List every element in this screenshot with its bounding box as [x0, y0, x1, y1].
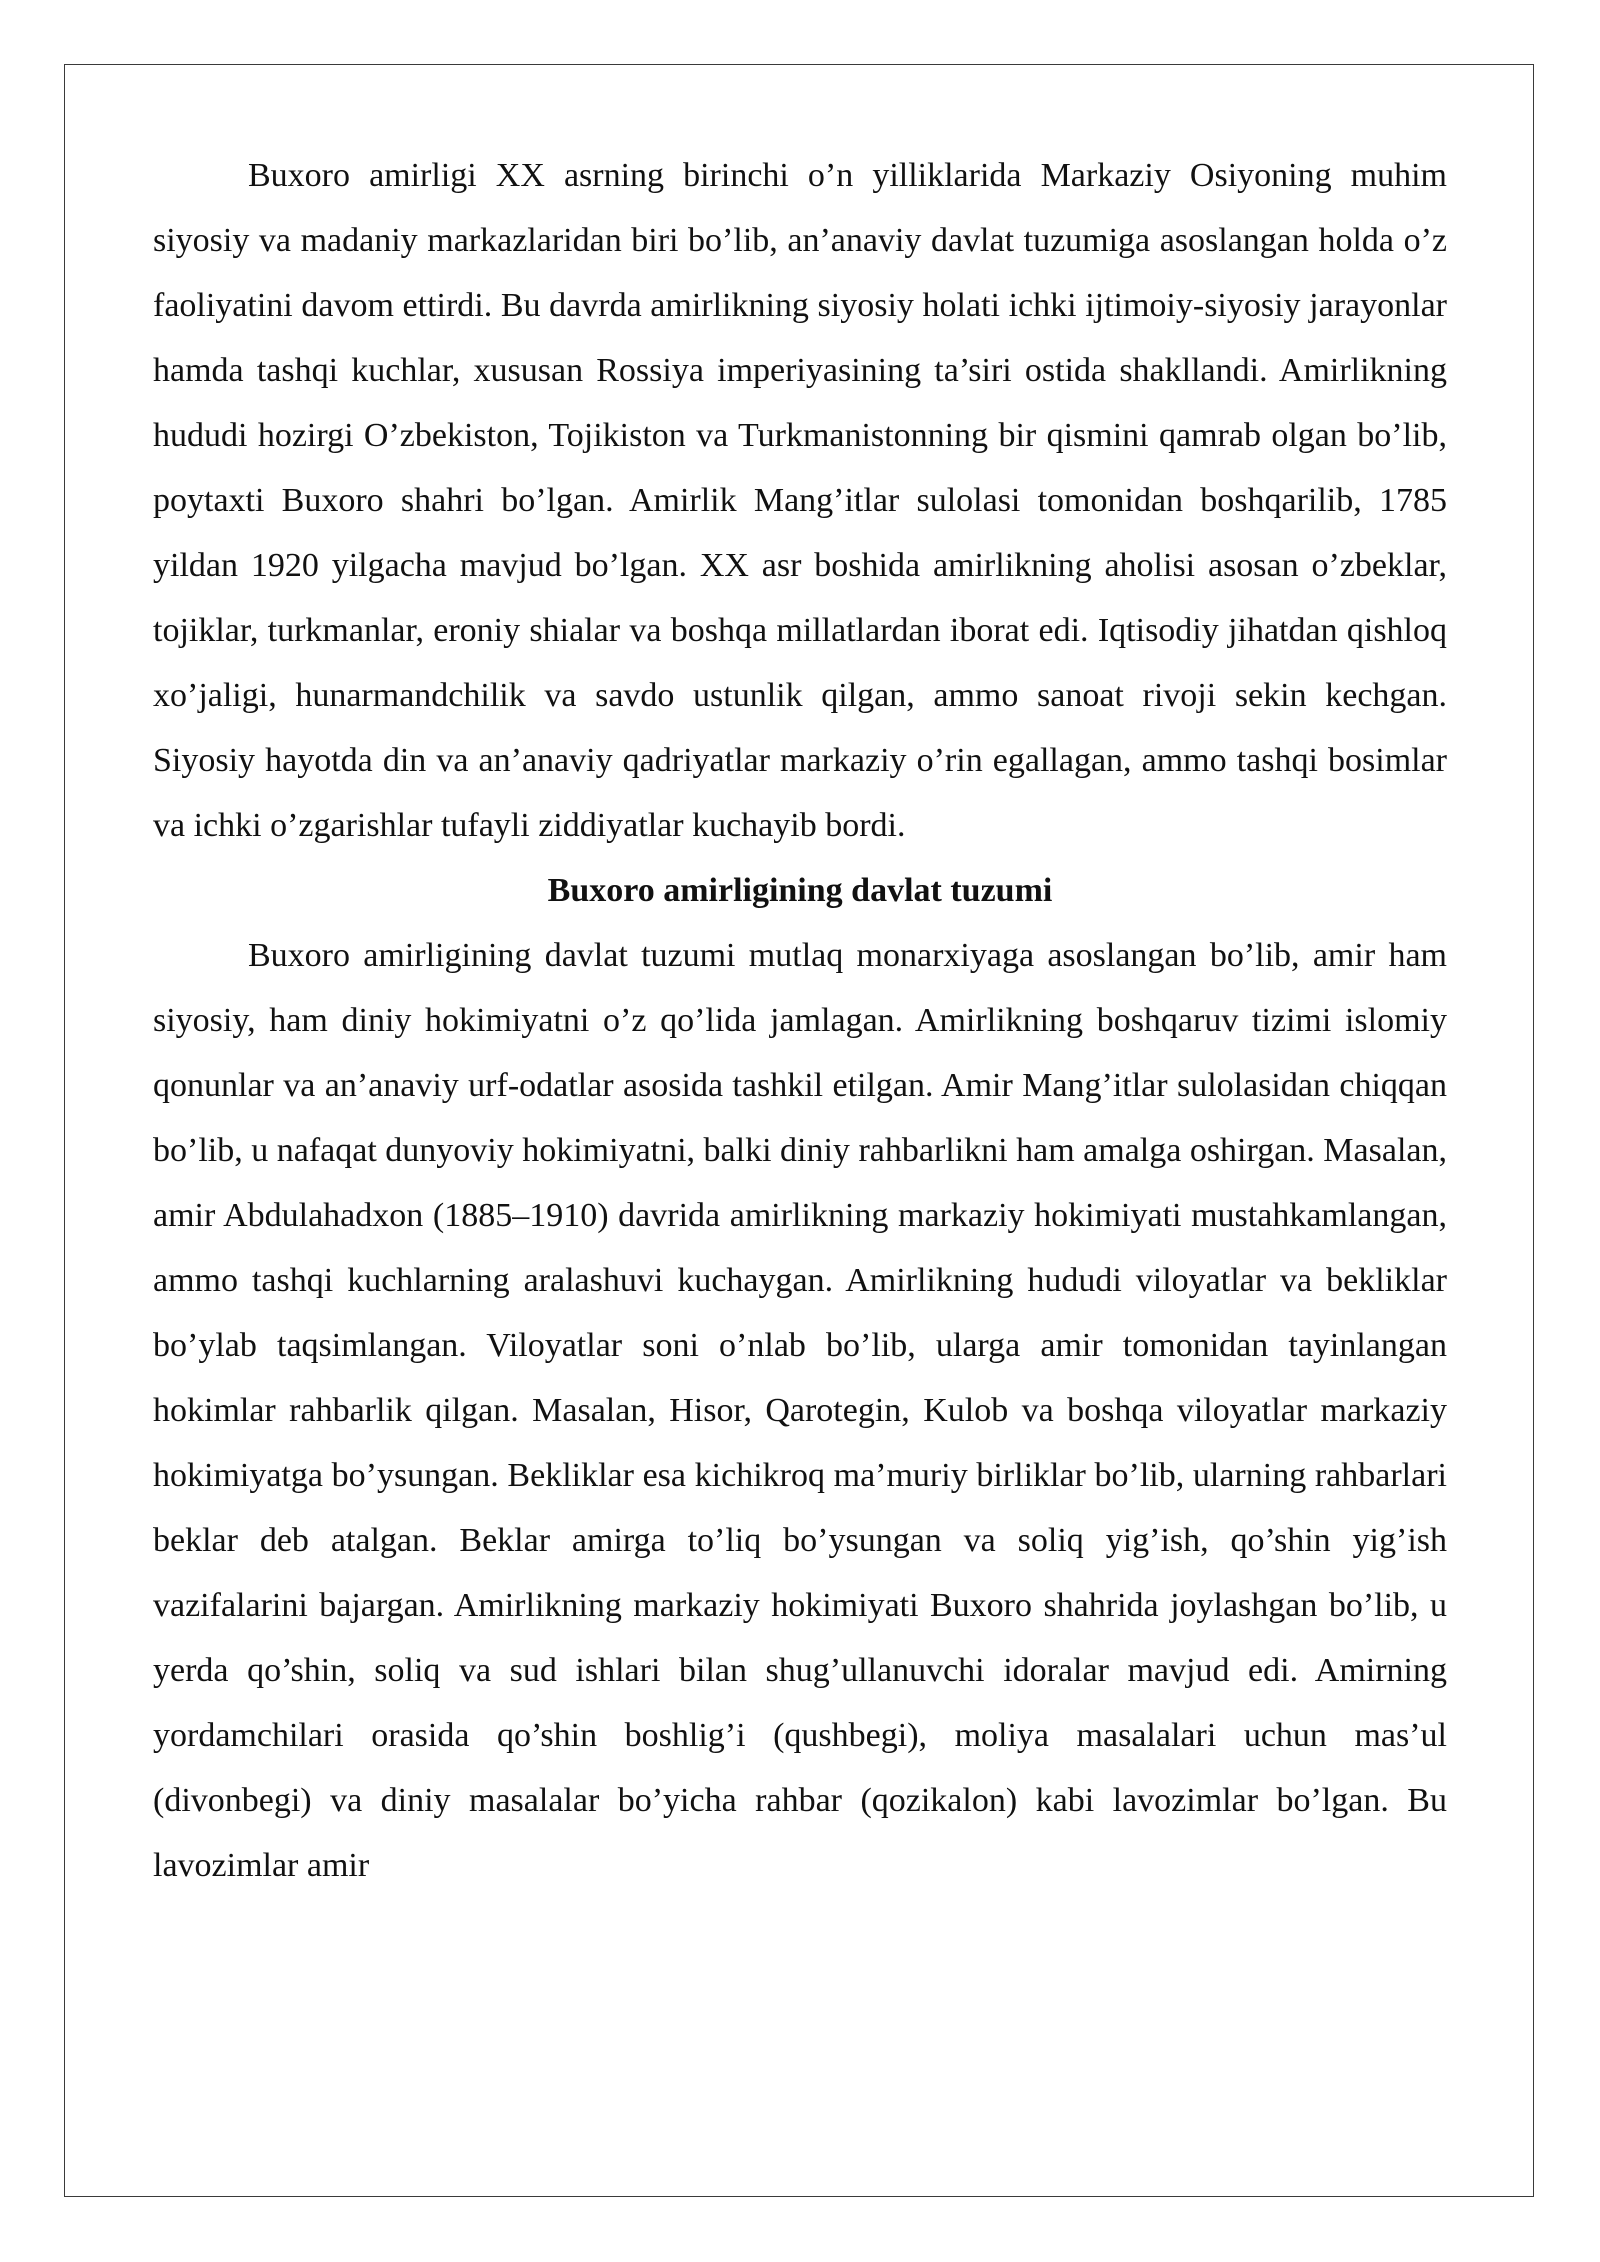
intro-paragraph: Buxoro amirligi XX asrning birinchi o’n yilliklarida Markaziy Osiyoning muhim siyosiy va madaniy markazlaridan biri bo’lib, an’anaviy davlat tuzumiga asoslangan holda o’z faoliyatini davom ettirdi. Bu davrda amirlikning siyosiy holati ichki ijtimoiy-siyosiy jarayonlar hamda tashqi kuchlar, xususan Rossiya imperiyasining ta’siri ostida shakllandi. Amirlikning hududi hozirgi O’zbekiston, Tojikiston va Turkmanistonning bir qismini qamrab olgan bo’lib, poytaxti Buxoro shahri bo’lgan. Amirlik Mang’itlar sulolasi tomonidan boshqarilib, 1785 yildan 1920 yilgacha mavjud bo’lgan. XX asr boshida amirlikning aholisi asosan o’zbeklar, tojiklar, turkmanlar, eroniy shialar va boshqa millatlardan iborat edi. Iqtisodiy jihatdan qishloq xo’jaligi, hunarmandchilik va savdo ustunlik qilgan, ammo sanoat rivoji sekin kechgan. Siyosiy hayotda din va an’anaviy qadriyatlar markaziy o’rin egallagan, ammo tashqi bosimlar va ichki o’zgarishlar tufayli ziddiyatlar kuchayib bordi.	[153, 157, 1447, 844]
body-paragraph: Buxoro amirligining davlat tuzumi mutlaq monarxiyaga asoslangan bo’lib, amir ham siyosiy, ham diniy hokimiyatni o’z qo’lida jamlagan. Amirlikning boshqaruv tizimi islomiy qonunlar va an’anaviy urf-odatlar asosida tashkil etilgan. Amir Mang’itlar sulolasidan chiqqan bo’lib, u nafaqat dunyoviy hokimiyatni, balki diniy rahbarlikni ham amalga oshirgan. Masalan, amir Abdulahadxon (1885–1910) davrida amirlikning markaziy hokimiyati mustahkamlangan, ammo tashqi kuchlarning aralashuvi kuchaygan. Amirlikning hududi viloyatlar va bekliklar bo’ylab taqsimlangan. Viloyatlar soni o’nlab bo’lib, ularga amir tomonidan tayinlangan hokimlar rahbarlik qilgan. Masalan, Hisor, Qarotegin, Kulob va boshqa viloyatlar markaziy hokimiyatga bo’ysungan. Bekliklar esa kichikroq ma’muriy birliklar bo’lib, ularning rahbarlari beklar deb atalgan. Beklar amirga to’liq bo’ysungan va soliq yig’ish, qo’shin yig’ish vazifalarini bajargan. Amirlikning markaziy hokimiyati Buxoro shahrida joylashgan bo’lib, u yerda qo’shin, soliq va sud ishlari bilan shug’ullanuvchi idoralar mavjud edi. Amirning yordamchilari orasida qo’shin boshlig’i (qushbegi), moliya masalalari uchun mas’ul (divonbegi) va diniy masalalar bo’yicha rahbar (qozikalon) kabi lavozimlar bo’lgan. Bu lavozimlar amir	[153, 937, 1447, 1884]
document-body	[153, 143, 1447, 1898]
section-heading: Buxoro amirligining davlat tuzumi	[547, 872, 1053, 909]
